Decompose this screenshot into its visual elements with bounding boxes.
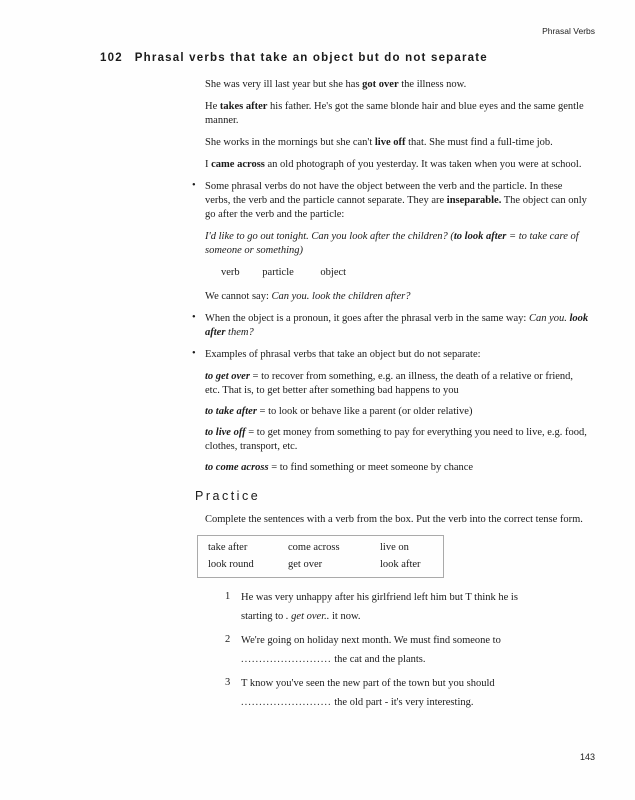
bullet-icon: •: [192, 180, 196, 191]
verb-box-item: come across: [288, 542, 340, 553]
item-line-1: T know you've seen the new part of the town but you should: [241, 678, 495, 689]
note-examples-intro: [192, 348, 590, 362]
verb-box-item: look after: [380, 559, 421, 570]
item-line-2: ......................... the cat and the plants.: [241, 654, 426, 665]
verb-box-item: get over: [288, 559, 323, 570]
label-object: object: [320, 267, 347, 278]
verb-box: [197, 535, 444, 578]
grammar-labels: [205, 266, 590, 280]
body-column: [192, 78, 590, 719]
item-line-2: starting to . get over.. it now.: [241, 611, 361, 622]
section-number: 102: [100, 52, 123, 64]
bullet-icon: •: [192, 348, 196, 359]
example-sentence-1: She was very ill last year but she has got over the illness now.: [205, 79, 467, 90]
item-number: 1: [225, 591, 231, 602]
item-line-1: He was very unhappy after his girlfriend left him but T think he is: [241, 592, 518, 603]
label-particle: particle: [262, 267, 294, 278]
definition-get-over: to get over = to recover from something, e.g. an illness, the death of a relative or friend, etc. That is, to get better after something bad happens to you: [205, 371, 574, 396]
label-verb: verb: [221, 267, 240, 278]
note-examples-intro-text: Examples of phrasal verbs that take an object but do not separate:: [205, 349, 481, 360]
cannot-say-note: We cannot say: Can you. look the children after?: [205, 291, 411, 302]
bullet-icon: •: [192, 312, 196, 323]
verb-box-item: look round: [208, 559, 254, 570]
item-text: [241, 676, 590, 710]
note-pronoun: [192, 312, 590, 340]
definition-come-across: to come across = to find something or meet someone by chance: [205, 462, 474, 473]
item-number: 3: [225, 677, 231, 688]
note-inseparable-text: Some phrasal verbs do not have the object between the verb and the particle. In these verbs, the verb and the particle cannot separate. They are inseparable. The object can only go after the verb and the particle:: [205, 181, 587, 220]
practice-item-1: [205, 590, 590, 624]
note-pronoun-text: When the object is a pronoun, it goes after the phrasal verb in the same way: Can you. look after them?: [205, 313, 589, 338]
example-sentence-4: I came across an old photograph of you yesterday. It was taken when you were at school.: [205, 159, 582, 170]
page-number: 143: [579, 752, 595, 762]
item-number: 2: [225, 634, 231, 645]
item-text: [241, 633, 590, 667]
item-line-2: ......................... the old part - it's very interesting.: [241, 697, 474, 708]
practice-heading: Practice: [195, 489, 261, 503]
verb-box-item: live on: [380, 542, 409, 553]
section-title: [100, 52, 488, 64]
note-inseparable: [192, 180, 590, 222]
example-sentence-2: He takes after his father. He's got the same blonde hair and blue eyes and the same gentle manner.: [205, 101, 584, 126]
practice-item-3: [205, 676, 590, 710]
italic-example-sentence: I'd like to go out tonight. Can you look after the children? (to look after = to take care of someone or something): [205, 231, 579, 256]
definition-take-after: to take after = to look or behave like a parent (or older relative): [205, 406, 473, 417]
practice-item-2: [205, 633, 590, 667]
example-sentence-3: She works in the mornings but she can't live off that. She must find a full-time job.: [205, 137, 553, 148]
practice-instruction: Complete the sentences with a verb from the box. Put the verb into the correct tense form.: [205, 514, 583, 525]
item-line-1: We're going on holiday next month. We must find someone to: [241, 635, 501, 646]
section-title-text: Phrasal verbs that take an object but do not separate: [134, 52, 488, 64]
running-header: Phrasal Verbs: [542, 26, 595, 36]
definition-live-off: to live off = to get money from something to pay for everything you need to live, e.g. food, clothes, transport, etc.: [205, 427, 587, 452]
item-text: [241, 590, 590, 624]
verb-box-item: take after: [208, 542, 248, 553]
